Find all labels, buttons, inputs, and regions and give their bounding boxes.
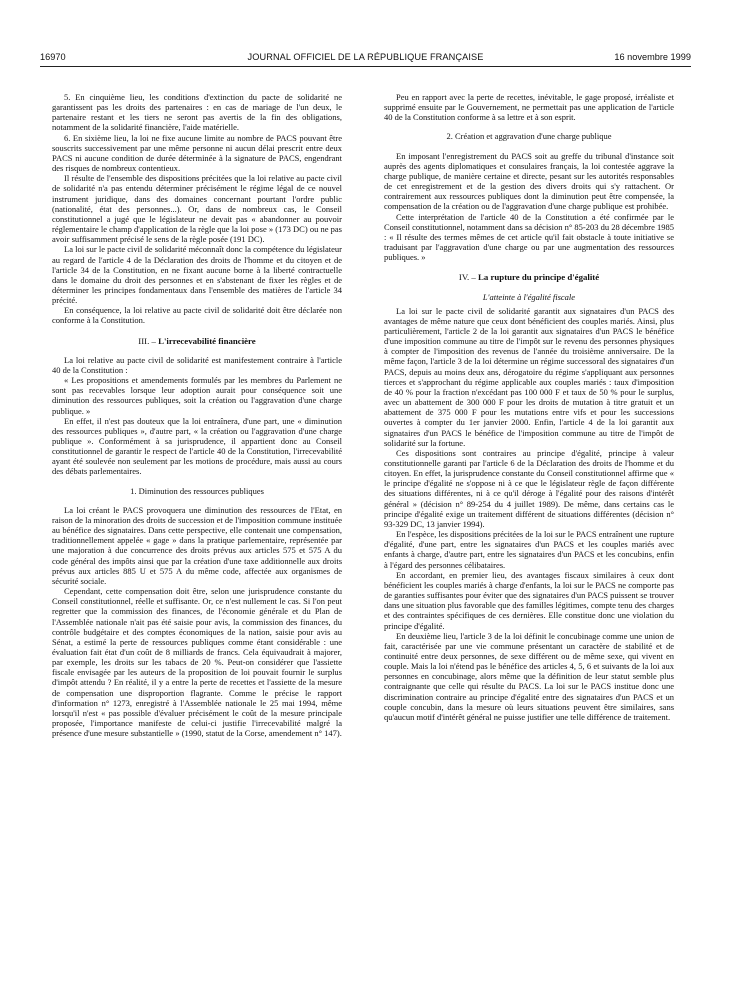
- section-heading-3: [52, 336, 342, 346]
- section-heading-4: [384, 272, 674, 282]
- italic-subheading: L'atteinte à l'égalité fiscale: [482, 291, 576, 302]
- paragraph: Peu en rapport avec la perte de recettes, inévitable, le gage proposé, irréaliste et supprimé ensuite par le Gouvernement, ne permettait pas une application de l'article 40 de la Constitution conforme à sa lettre et à son esprit.: [384, 92, 674, 123]
- page-header: [40, 52, 691, 66]
- paragraph: La loi sur le pacte civil de solidarité garantit aux signataires d'un PACS des avantages de même nature que ceux dont bénéficient des couples mariés. Ainsi, plus particulièrement, l'article 2 de la loi garantit aux signataires d'un PACS le bénéfice d'une imposition commune au titre de l'impôt sur le revenu des personnes physiques à compter de l'imposition des revenus de l'année du troisième anniversaire. De la même façon, l'article 3 de la loi détermine un régime successoral des signataires d'un PACS, depuis au moins deux ans, dérogatoire du régime s'appliquant aux personnes tierces et s'approchant du régime applicable aux couples mariés : taux d'imposition de 40 % pour la fraction n'excédant pas 100 000 F et taux de 50 % pour le surplus, avec un abattement de 300 000 F pour les droits de mutation à titre gratuit et un abattement de 375 000 F pour les mutations entre vifs et pour les successions ouvertes à compter du 1er janvier 2000. Enfin, l'article 4 de la loi garantit aux signataires d'un PACS le bénéfice de l'imposition commune au titre de l'impôt de solidarité sur la fortune.: [384, 305, 674, 448]
- section-number: III. –: [138, 335, 156, 346]
- paragraph: Cependant, cette compensation doit être, selon une jurisprudence constante du Conseil constitutionnel, réelle et suffisante. Or, ce n'est nullement le cas. Si l'on peut regretter que la commission des finances, de l'économie générale et du Plan de l'Assemblée nationale n'ait pas été saisie pour avis, la commission des finances, du contrôle budgétaire et des comptes économiques de la nation, saisie pour avis au Sénat, a estimé la perte de ressources publiques comme étant considérable : une évaluation fait état d'un coût de 8 milliards de francs. Cela équivaudrait à majorer, par exemple, les droits sur les tabacs de 20 %. Peut-on considérer que l'assiette fiscale envisagée par les auteurs de la proposition de loi pouvait fournir le surplus d'impôt attendu ? En réalité, il y a entre la perte de recettes et l'assiette de la mesure de compensation une disproportion flagrante. Comme le précise le rapport d'information n° 1273, enregistré à l'Assemblée nationale le 25 mai 1994, même lorsqu'il n'est « pas possible d'évaluer précisément le coût de la mesure principale proposée, l'importance manifeste de celui-ci justifie l'irrecevabilité malgré la présence d'une mesure substantielle » (1990, statut de la Corse, amendement n° 147).: [52, 586, 342, 739]
- paragraph: Cette interprétation de l'article 40 de la Constitution a été confirmée par le Conseil constitutionnel, notamment dans sa décision n° 85-203 du 28 décembre 1985 : « Il résulte des termes mêmes de cet article qu'il fait obstacle à toute initiative se traduisant par l'aggravation d'une charge ou par une augmentation des ressources publiques. »: [384, 211, 674, 263]
- paragraph: En l'espèce, les dispositions précitées de la loi sur le PACS entraînent une rupture d'égalité, d'une part, entre les signataires d'un PACS et les couples mariés avec enfants à charge, d'autre part, entre les signataires d'un PACS et les concubins, enfin à l'égard des personnes célibataires.: [384, 529, 674, 570]
- paragraph: La loi créant le PACS provoquera une diminution des ressources de l'Etat, en raison de la minoration des droits de succession et de l'imposition commune instituée au bénéfice des signataires. Dans cette perspective, elle contenait une compensation, traditionnellement appelée « gage » dans la pratique parlementaire, représentée par une majoration à due concurrence des droits prévus aux articles 575 et 575 A du code général des impôts ainsi que par la création d'une taxe additionnelle aux droits prévus aux articles 885 U et 575 A du même code, affectée aux organismes de sécurité sociale.: [52, 504, 342, 586]
- right-column: [384, 92, 674, 722]
- paragraph: 6. En sixième lieu, la loi ne fixe aucune limite au nombre de PACS pouvant être souscrits successivement par une même personne ni aucun délai prescrit entre deux PACS ni aucune condition de durée déterminée à la signature de PACS, engendrant des risques de nombreux contentieux.: [52, 132, 342, 174]
- paragraph: En effet, il n'est pas douteux que la loi entraînera, d'une part, une « diminution des ressources publiques », d'autre part, « la création ou l'aggravation d'une charge publique ». Conformément à sa jurisprudence, il appartient donc au Conseil constitutionnel de garantir le respect de l'article 40 de la Constitution, l'irrecevabilité ayant été soulevée non seulement par les motions de procédure, mais aussi au cours des débats parlementaires.: [52, 415, 342, 477]
- paragraph: En accordant, en premier lieu, des avantages fiscaux similaires à ceux dont bénéficient les couples mariés à charge d'enfants, la loi sur le PACS ne comporte pas de garanties suffisantes pour éviter que des signataires d'un PACS puissent se trouver dans une situation plus favorable que des familles légitimes, compte tenu des charges et des contraintes spécifiques de ces dernières. Elle constitue donc une violation du principe d'égalité.: [384, 569, 674, 631]
- section-title: L'irrecevabilité financière: [158, 335, 256, 346]
- quotation: « Les propositions et amendements formulés par les membres du Parlement ne sont pas recevables lorsque leur adoption aurait pour conséquence soit une diminution des ressources publiques, soit la création ou l'aggravation d'une charge publique. »: [52, 375, 342, 416]
- left-column: [52, 92, 342, 738]
- section-number: IV. –: [458, 272, 476, 283]
- paragraph: Ces dispositions sont contraires au principe d'égalité, principe à valeur constitutionnelle garanti par l'article 6 de la Déclaration des droits de l'homme et du citoyen. En effet, la jurisprudence constante du Conseil constitutionnel affirme que « le principe d'égalité ne s'oppose ni à ce que le législateur règle de façon différente des situations différentes, ni à ce qu'il déroge à l'égalité pour des raisons d'intérêt général » (décision n° 89-254 du 4 juillet 1989). De même, dans certains cas le principe d'égalité exige un traitement différent de situations différentes (décision n° 93-329 DC, 13 janvier 1994).: [384, 447, 674, 529]
- page-number: 16970: [40, 52, 66, 62]
- paragraph: En deuxième lieu, l'article 3 de la loi définit le concubinage comme une union de fait, caractérisée par une vie commune présentant un caractère de stabilité et de continuité entre deux personnes, de sexe différent ou de même sexe, qui vivent en couple. Mais la loi n'étend pas le bénéfice des articles 4, 5, 6 et suivants de la loi aux personnes en concubinage, alors même que la définition de leur statut semble plus contraignante que celle qui résulte du PACS. La loi sur le PACS institue donc une discrimination contraire au principe d'égalité entre des signataires d'un PACS et un couple concubin, dans la mesure où leurs situations peuvent être similaires, sans qu'aucun motif d'intérêt général ne puisse justifier une telle différence de traitement.: [384, 630, 674, 722]
- section-title: La rupture du principe d'égalité: [478, 272, 600, 283]
- journal-title: JOURNAL OFFICIEL DE LA RÉPUBLIQUE FRANÇAISE: [247, 52, 484, 62]
- paragraph: La loi sur le pacte civil de solidarité méconnaît donc la compétence du législateur au regard de l'article 4 de la Déclaration des droits de l'homme et du citoyen et de l'article 34 de la Constitution, en ne fixant aucune borne à la liberté contractuelle dans le domaine du droit des personnes et en s'abstenant de fixer les règles et de déterminer les principes fondamentaux dans l'ensemble des matières de l'article 34 précité.: [52, 244, 342, 306]
- subsection-heading: 1. Diminution des ressources publiques: [130, 485, 264, 496]
- paragraph: La loi relative au pacte civil de solidarité est manifestement contraire à l'article 40 de la Constitution :: [52, 354, 342, 375]
- paragraph: En conséquence, la loi relative au pacte civil de solidarité doit être déclarée non conforme à la Constitution.: [52, 305, 342, 326]
- publication-date: 16 novembre 1999: [614, 52, 691, 62]
- paragraph: En imposant l'enregistrement du PACS soit au greffe du tribunal d'instance soit auprès des agents diplomatiques et consulaires français, la loi contestée aggrave la charge publique, de manière certaine et directe, pesant sur les autorités responsables de cet enregistrement et de la gestion des divers droits qui s'y rattachent. Or contrairement aux ressources publiques dont la diminution peut être compensée, la compensation de la création ou de l'aggravation d'une charge publique est prohibée.: [384, 150, 674, 212]
- paragraph: Il résulte de l'ensemble des dispositions précitées que la loi relative au pacte civil de solidarité n'a pas entendu déterminer précisément le régime légal de ce nouvel instrument juridique, dans des domaines concernant pourtant l'ordre public (nationalité, état des personnes...). Or, dans de nombreux cas, le Conseil constitutionnel a jugé que le législateur ne devait pas « abandonner au pouvoir réglementaire le champ d'application de la règle que la loi pose » (173 DC) ou ne pas avoir suffisamment précisé le sens de la règle posée (191 DC).: [52, 173, 342, 245]
- header-rule: [40, 66, 691, 67]
- paragraph: 5. En cinquième lieu, les conditions d'extinction du pacte de solidarité ne garantissent pas les droits des partenaires : en cas de mariage de l'un deux, le partenaire restant et les tiers ne seront pas avertis de la fin des obligations, notamment de la solidarité financière, l'aide matérielle.: [52, 92, 342, 133]
- subsection-heading: 2. Création et aggravation d'une charge publique: [446, 131, 612, 142]
